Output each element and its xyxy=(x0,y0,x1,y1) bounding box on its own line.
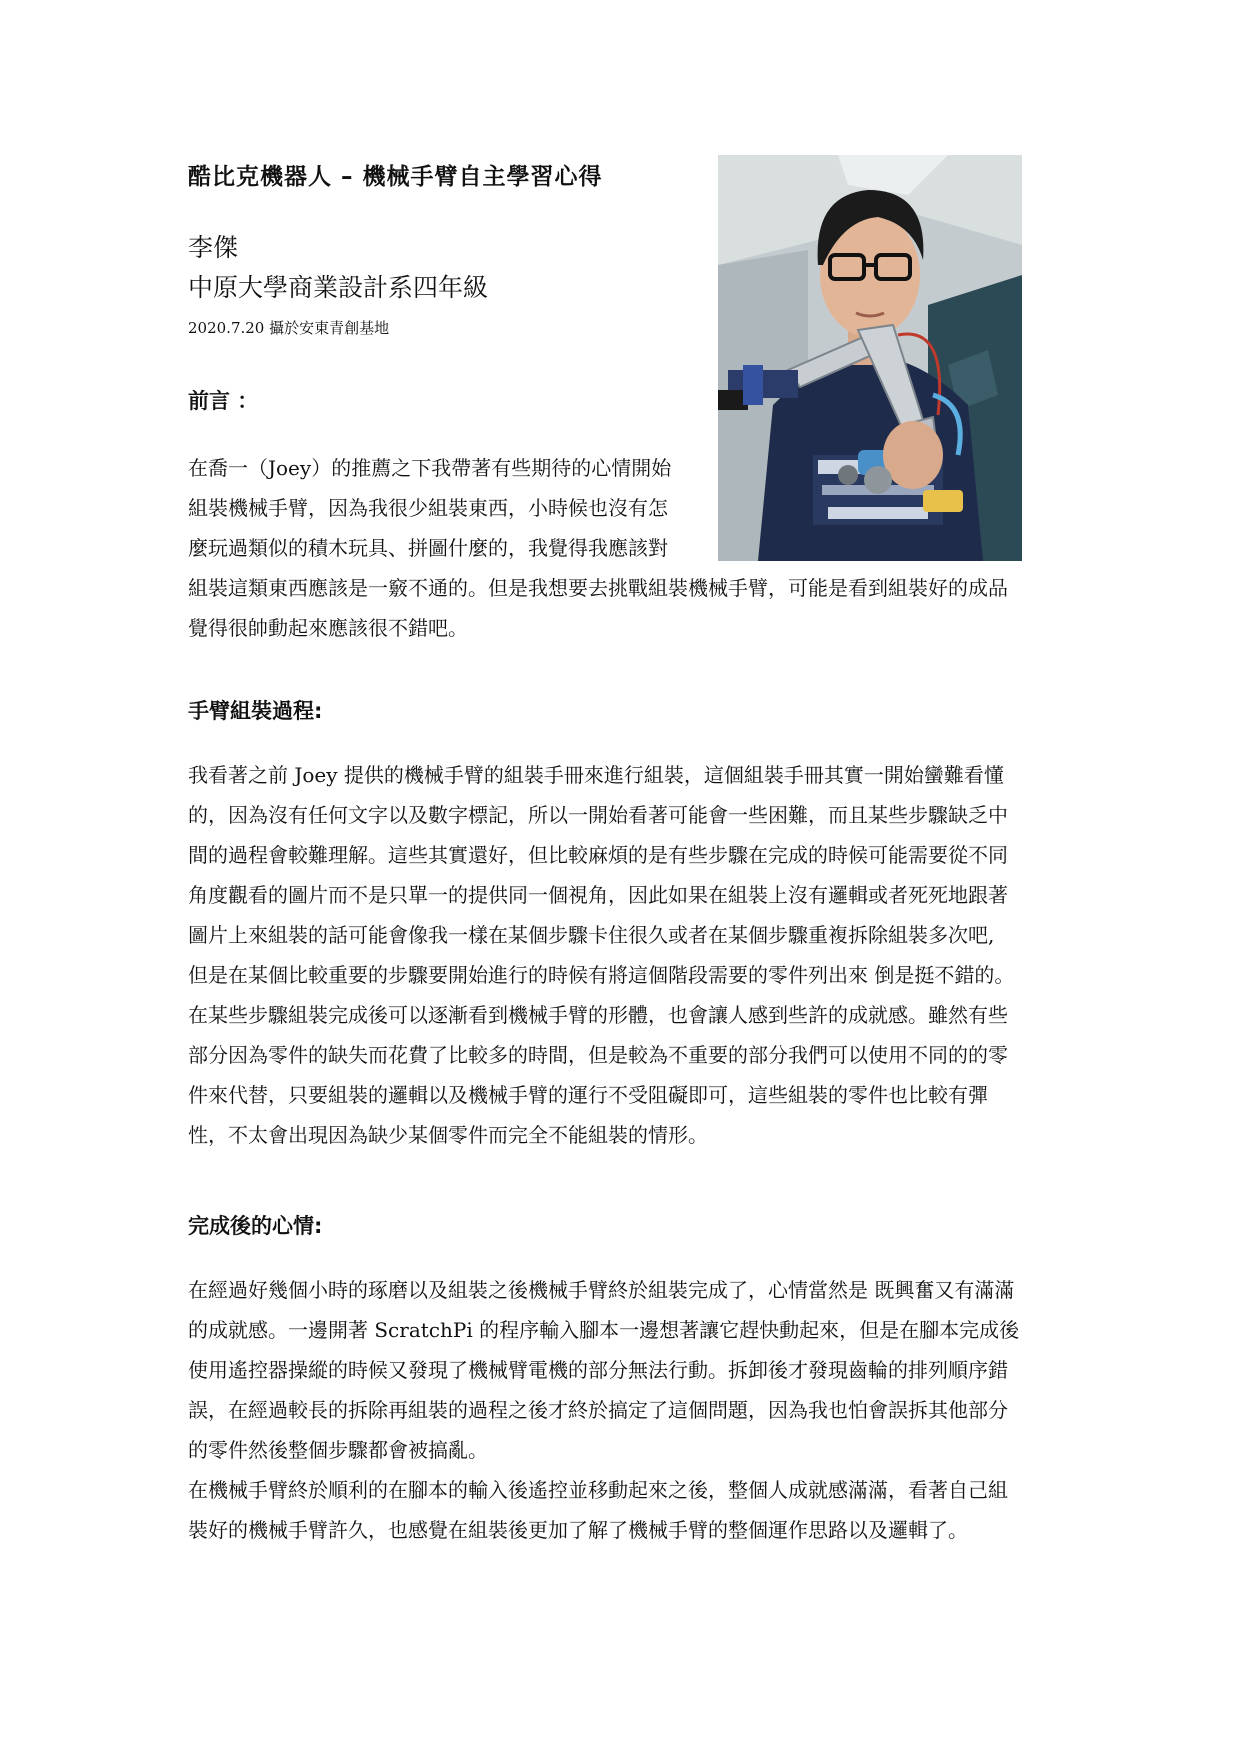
paragraph-line: 在經過好幾個小時的琢磨以及組裝之後機械手臂終於組裝完成了，心情當然是 既興奮又有滿滿 xyxy=(188,1278,1015,1302)
paragraph-line: 性，不太會出現因為缺少某個零件而完全不能組裝的情形。 xyxy=(188,1123,708,1147)
paragraph-line: 在機械手臂終於順利的在腳本的輸入後遙控並移動起來之後，整個人成就感滿滿，看著自己組 xyxy=(188,1478,1008,1502)
author-name: 李傑 xyxy=(188,233,239,262)
paragraph-line: 在某些步驟組裝完成後可以逐漸看到機械手臂的形體，也會讓人感到些許的成就感。雖然有些 xyxy=(188,1003,1008,1027)
paragraph-line: 使用遙控器操縱的時候又發現了機械臂電機的部分無法行動。拆卸後才發現齒輪的排列順序錯 xyxy=(188,1358,1008,1382)
section-heading-intro: 前言 ： xyxy=(188,389,259,413)
process-paragraph xyxy=(188,755,1014,1155)
paragraph-line: 部分因為零件的缺失而花費了比較多的時間，但是較為不重要的部分我們可以使用不同的的零 xyxy=(188,1043,1008,1067)
paragraph-line: 圖片上來組裝的話可能會像我一樣在某個步驟卡住很久或者在某個步驟重複拆除組裝多次吧, xyxy=(188,923,995,947)
paragraph-line: 在喬一（Joey）的推薦之下我帶著有些期待的心情開始 xyxy=(188,456,672,480)
paragraph-line: 件來代替，只要組裝的邏輯以及機械手臂的運行不受阻礙即可，這些組裝的零件也比較有彈 xyxy=(188,1083,988,1107)
paragraph-line: 間的過程會較難理解。這些其實還好，但比較麻煩的是有些步驟在完成的時候可能需要從不同 xyxy=(188,843,1008,867)
intro-paragraph xyxy=(188,448,1008,648)
paragraph-line: 誤，在經過較長的拆除再組裝的過程之後才終於搞定了這個問題，因為我也怕會誤拆其他部分 xyxy=(188,1398,1008,1422)
section-heading-feeling: 完成後的心情: xyxy=(188,1214,323,1238)
photo-caption: 2020.7.20 攝於安東青創基地 xyxy=(188,319,390,337)
paragraph-line: 覺得很帥動起來應該很不錯吧。 xyxy=(188,616,468,640)
paragraph-line: 但是在某個比較重要的步驟要開始進行的時候有將這個階段需要的零件列出來 倒是挺不錯的。 xyxy=(188,963,1015,987)
feeling-paragraph xyxy=(188,1270,1019,1550)
section-heading-process: 手臂組裝過程: xyxy=(188,699,323,723)
paragraph-line: 組裝機械手臂，因為我很少組裝東西，小時候也沒有怎 xyxy=(188,496,668,520)
paragraph-line: 角度觀看的圖片而不是只單一的提供同一個視角，因此如果在組裝上沒有邏輯或者死死地跟著 xyxy=(188,883,1008,907)
paragraph-line: 的成就感。一邊開著 ScratchPi 的程序輸入腳本一邊想著讓它趕快動起來，但是在腳本完成後 xyxy=(188,1318,1020,1342)
paragraph-line: 的，因為沒有任何文字以及數字標記，所以一開始看著可能會一些困難，而且某些步驟缺乏中 xyxy=(188,803,1008,827)
paragraph-line: 的零件然後整個步驟都會被搞亂。 xyxy=(188,1438,488,1462)
author-affiliation: 中原大學商業設計系四年級 xyxy=(188,273,489,302)
paragraph-line: 麼玩過類似的積木玩具、拼圖什麼的，我覺得我應該對 xyxy=(188,536,668,560)
document-title: 酷比克機器人 – 機械手臂自主學習心得 xyxy=(188,164,603,190)
paragraph-line: 組裝這類東西應該是一竅不通的。但是我想要去挑戰組裝機械手臂，可能是看到組裝好的成品 xyxy=(188,576,1008,600)
paragraph-line: 我看著之前 Joey 提供的機械手臂的組裝手冊來進行組裝，這個組裝手冊其實一開始蠻難看懂 xyxy=(188,763,1004,787)
paragraph-line: 裝好的機械手臂許久，也感覺在組裝後更加了解了機械手臂的整個運作思路以及邏輯了。 xyxy=(188,1518,968,1542)
